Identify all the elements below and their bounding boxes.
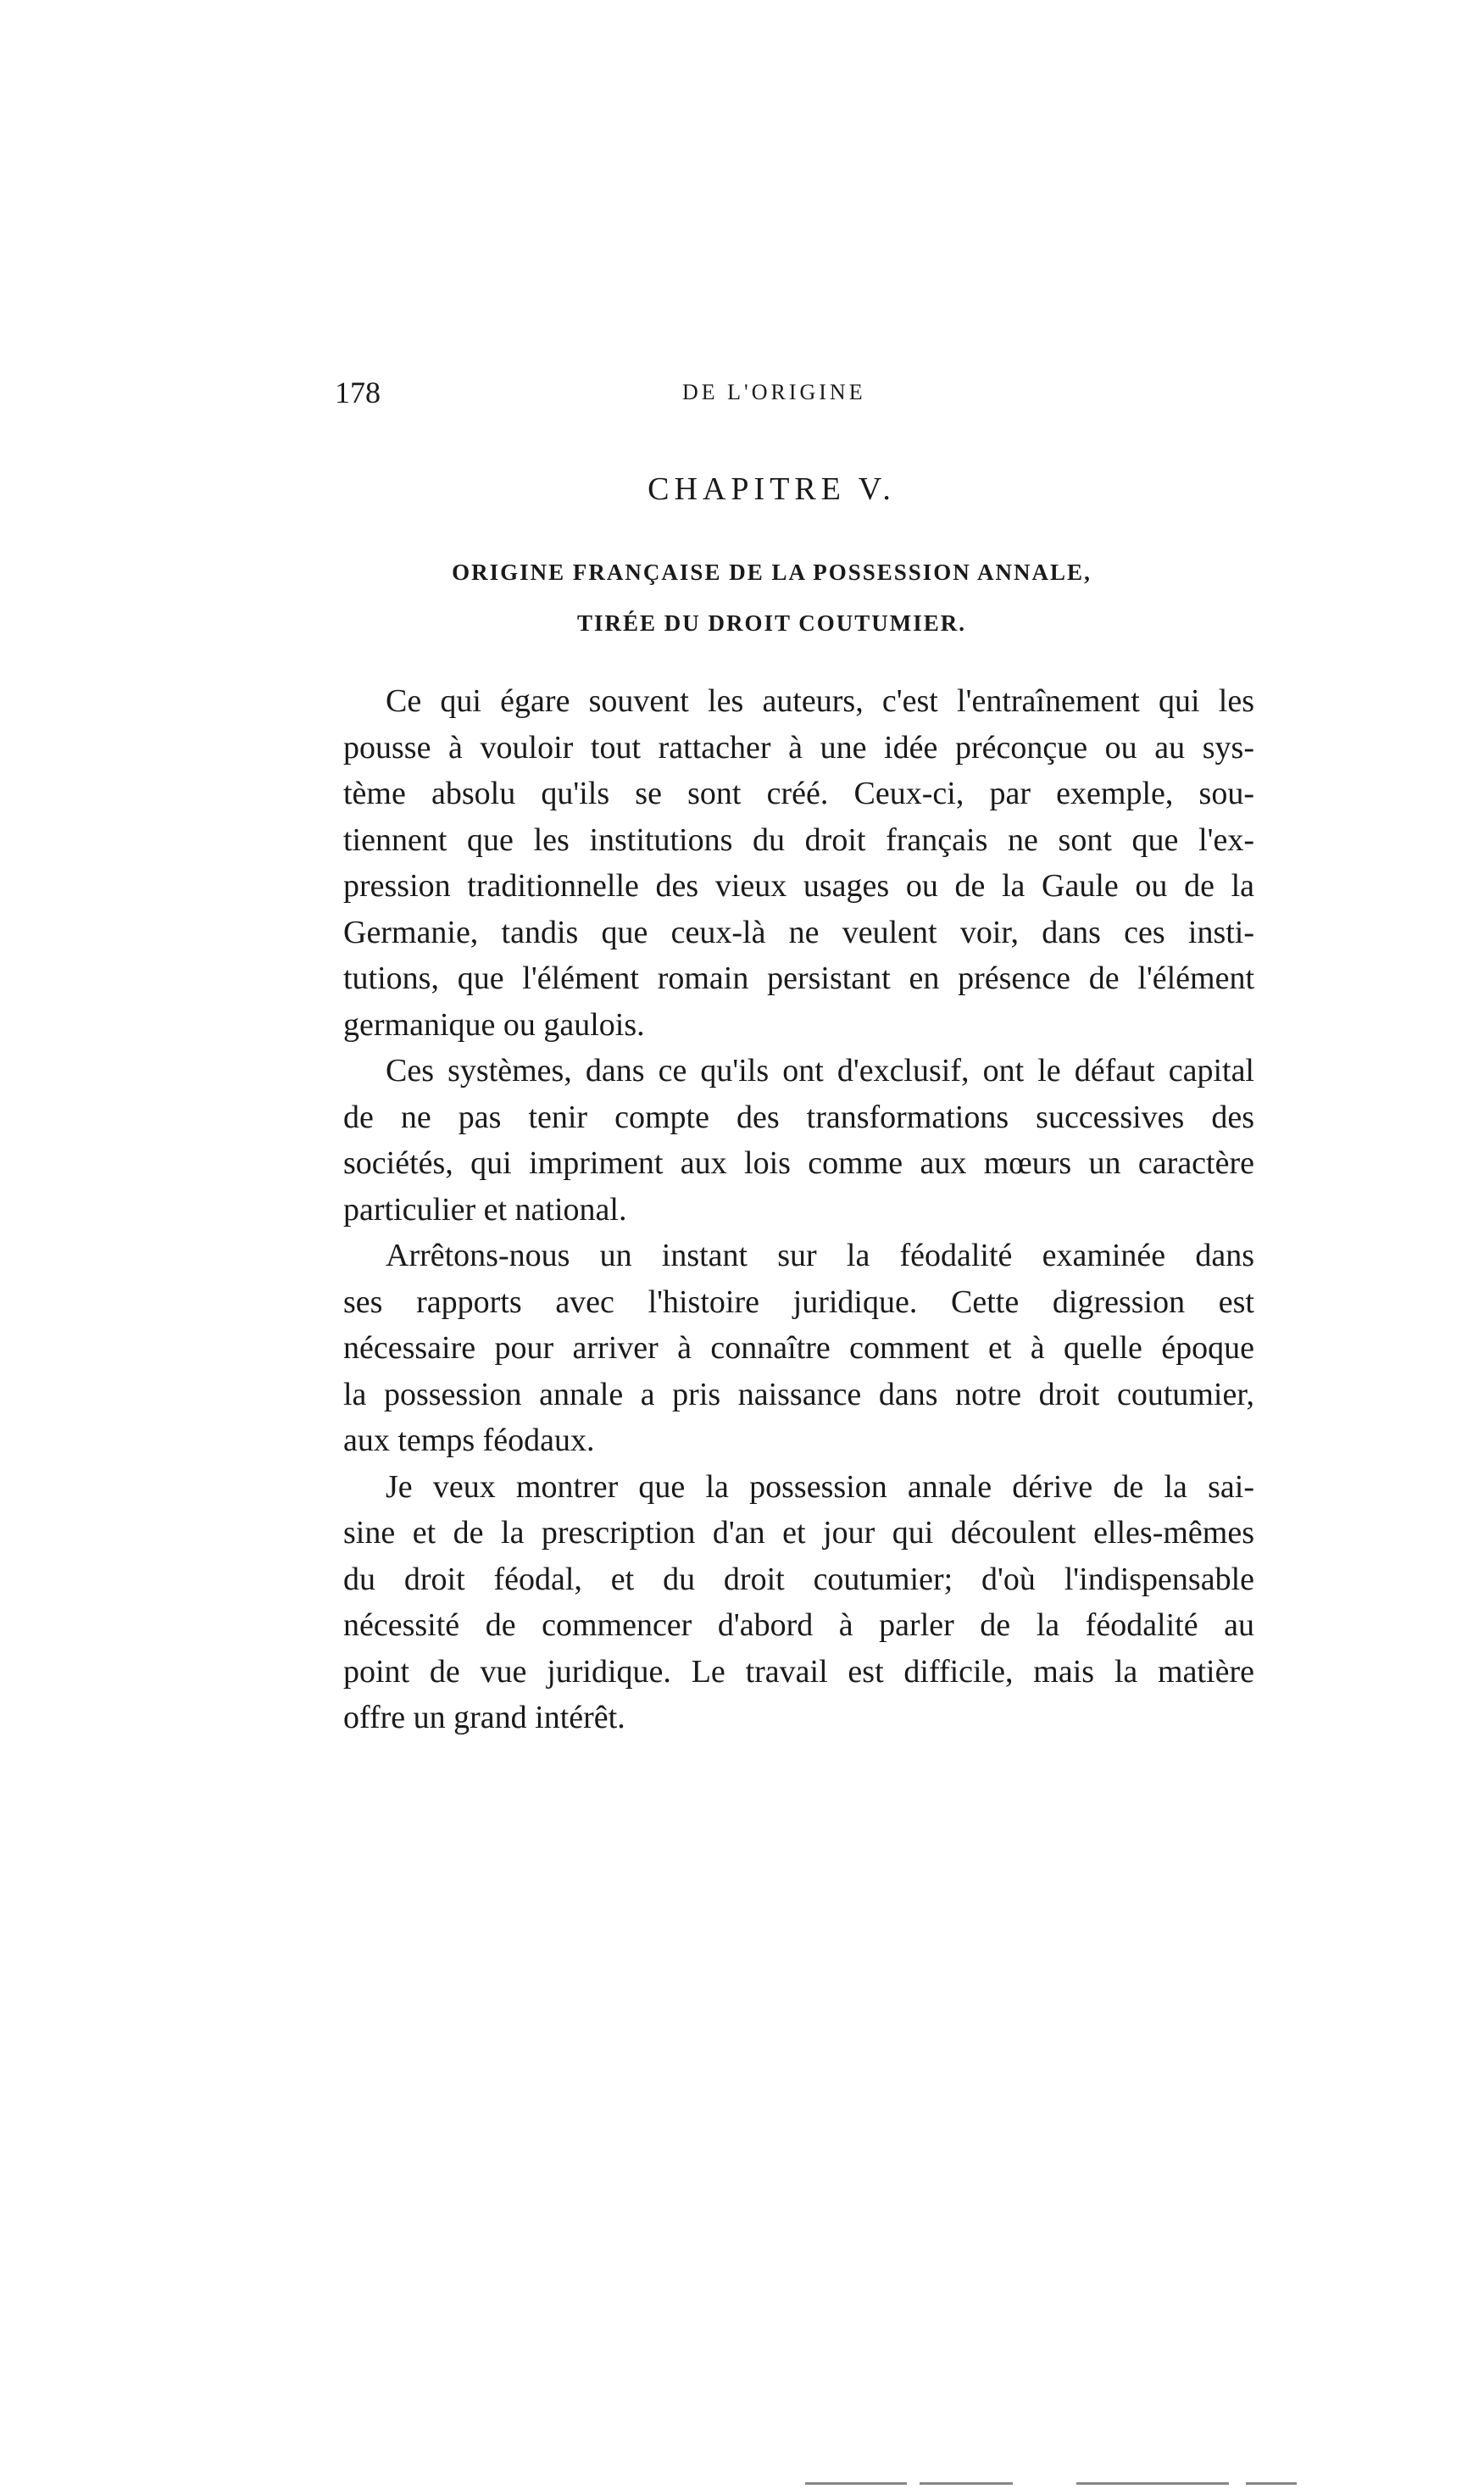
paragraph-2 xyxy=(343,1048,1254,1233)
text-line: aux temps féodaux. xyxy=(343,1423,595,1458)
text-line: de ne pas tenir compte des transformations successives des xyxy=(343,1099,1254,1135)
text-line: la possession annale a pris naissance dans notre droit coutumier, xyxy=(343,1376,1254,1412)
chapter-title: CHAPITRE V. xyxy=(648,471,896,507)
paragraph-4 xyxy=(343,1464,1254,1741)
running-title: DE L'ORIGINE xyxy=(682,380,866,404)
text-line: ses rapports avec l'histoire juridique. Cette digression est xyxy=(343,1283,1254,1320)
text-line: Ce qui égare souvent les auteurs, c'est l'entraînement qui les xyxy=(386,683,1254,719)
page-number: 178 xyxy=(335,376,381,409)
text-line: pression traditionnelle des vieux usages ou de la Gaule ou de la xyxy=(343,868,1254,904)
chapter-subtitle-line-2: TIRÉE DU DROIT COUTUMIER. xyxy=(576,610,967,636)
text-line: tiennent que les institutions du droit français ne sont que l'ex- xyxy=(343,821,1254,858)
text-line: Je veux montrer que la possession annale dérive de la sai- xyxy=(386,1468,1254,1505)
text-line: particulier et national. xyxy=(343,1191,627,1228)
text-line: du droit féodal, et du droit coutumier; d'où l'indispensable xyxy=(343,1561,1254,1597)
text-line: sine et de la prescription d'an et jour qui découlent elles-mêmes xyxy=(343,1515,1254,1551)
paragraph-3 xyxy=(343,1233,1254,1464)
text-line: tutions, que l'élément romain persistant en présence de l'élément xyxy=(343,961,1254,996)
text-line: Germanie, tandis que ceux-là ne veulent voir, dans ces insti- xyxy=(343,914,1254,950)
text-line: offre un grand intérêt. xyxy=(343,1700,625,1735)
text-line: nécessaire pour arriver à connaître comment et à quelle époque xyxy=(343,1330,1254,1366)
running-head xyxy=(335,371,1250,414)
text-line: Arrêtons-nous un instant sur la féodalité examinée dans xyxy=(386,1238,1254,1273)
text-line: pousse à vouloir tout rattacher à une idée préconçue ou au sys- xyxy=(343,729,1254,766)
text-line: Ces systèmes, dans ce qu'ils ont d'exclusif, ont le défaut capital xyxy=(386,1053,1254,1089)
text-line: sociétés, qui impriment aux lois comme aux mœurs un caractère xyxy=(343,1145,1254,1181)
chapter-subtitle-line-1: ORIGINE FRANÇAISE DE LA POSSESSION ANNALE, xyxy=(452,560,1092,585)
body-text xyxy=(343,678,1254,1741)
scan-edge-marks xyxy=(805,2482,1356,2486)
text-line: germanique ou gaulois. xyxy=(343,1006,645,1043)
text-line: point de vue juridique. Le travail est difficile, mais la matière xyxy=(343,1653,1254,1690)
paragraph-1 xyxy=(343,678,1254,1048)
text-line: nécessité de commencer d'abord à parler de la féodalité au xyxy=(343,1607,1254,1643)
text-line: tème absolu qu'ils se sont créé. Ceux-ci, par exemple, sou- xyxy=(343,776,1254,811)
